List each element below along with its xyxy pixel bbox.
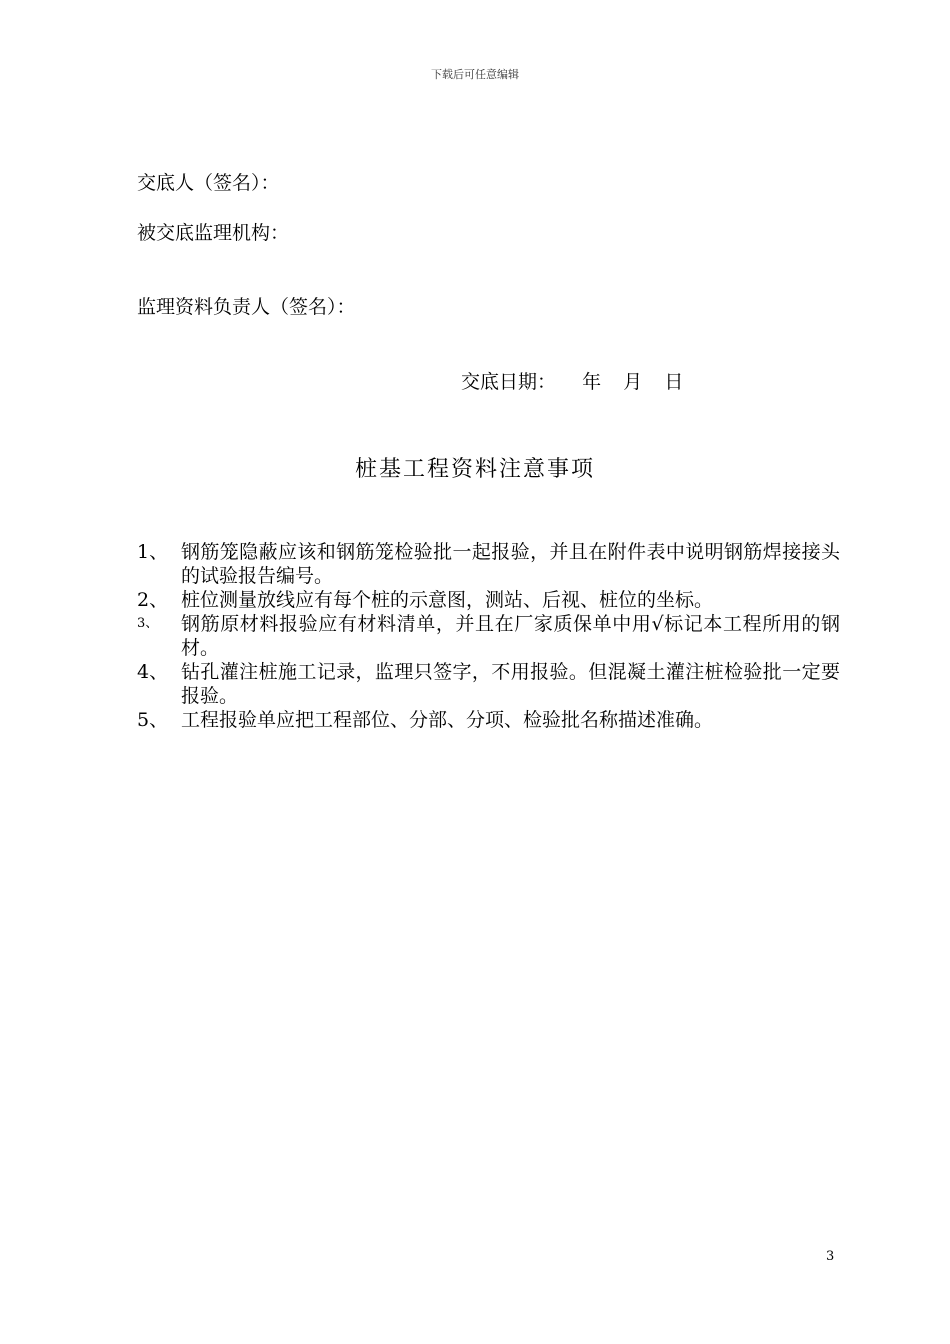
note-text: 钢筋笼隐蔽应该和钢筋笼检验批一起报验，并且在附件表中说明钢筋焊接接头的试验报告编号。	[181, 541, 840, 587]
note-number: 4、	[137, 661, 169, 683]
note-text: 钢筋原材料报验应有材料清单，并且在厂家质保单中用√标记本工程所用的钢材。	[181, 613, 840, 659]
records-lead-signature-line: 监理资料负责人（签名）：	[137, 296, 356, 318]
note-text: 工程报验单应把工程部位、分部、分项、检验批名称描述准确。	[181, 709, 714, 731]
date-day: 日	[664, 371, 684, 393]
note-number: 1、	[137, 541, 169, 563]
list-item	[137, 588, 840, 612]
list-item	[137, 660, 840, 708]
list-item	[137, 612, 840, 660]
note-text: 桩位测量放线应有每个桩的示意图，测站、后视、桩位的坐标。	[181, 589, 714, 611]
notes-list	[137, 540, 840, 732]
page-number: 3	[826, 1249, 835, 1264]
date-label: 交底日期：	[461, 371, 557, 393]
date-line	[461, 367, 683, 394]
note-number: 2、	[137, 589, 169, 611]
date-year: 年	[582, 371, 602, 393]
list-item	[137, 540, 840, 588]
page-title: 桩基工程资料注意事项	[354, 457, 595, 482]
note-number: 3、	[137, 616, 159, 631]
header-note: 下载后可任意编辑	[431, 68, 519, 81]
receiving-org-line: 被交底监理机构：	[137, 222, 290, 244]
list-item	[137, 708, 840, 732]
date-month: 月	[623, 371, 643, 393]
presenter-signature-line: 交底人（签名）：	[137, 172, 280, 194]
note-number: 5、	[137, 709, 169, 731]
note-text: 钻孔灌注桩施工记录，监理只签字，不用报验。但混凝土灌注桩检验批一定要报验。	[181, 661, 840, 707]
